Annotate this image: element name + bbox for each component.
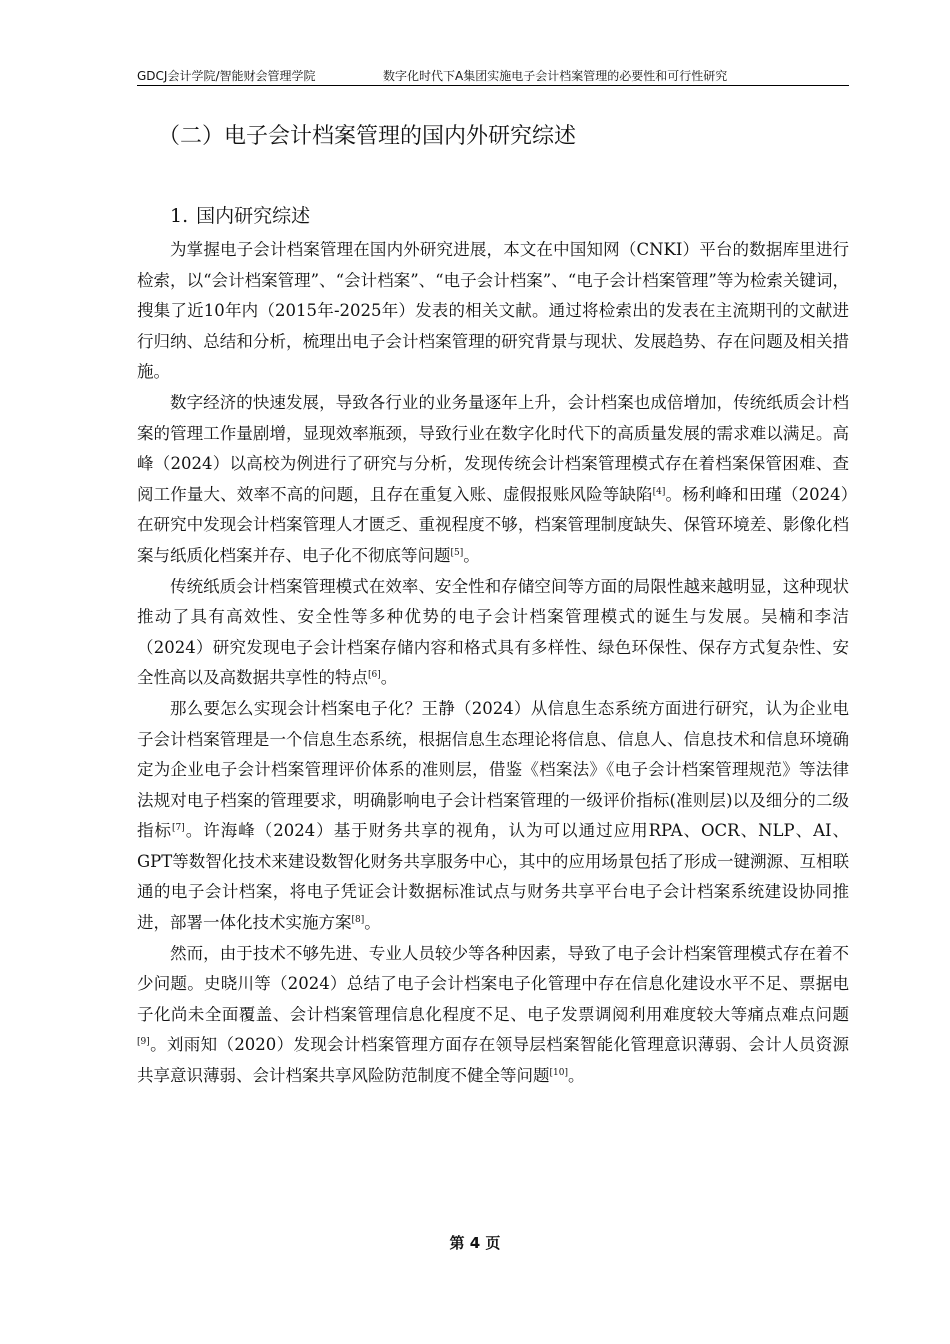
header-school: GDCJ会计学院/智能财会管理学院 [137,69,316,83]
citation-ref: [4] [652,486,666,497]
paragraph-4 [137,694,849,939]
citation-ref: [7] [172,823,185,834]
citation-ref: [10] [549,1068,568,1079]
paragraph-5 [137,939,849,1092]
citation-ref: [8] [351,915,365,926]
paragraph-text: 那么要怎么实现会计档案电子化？王静（2024）从信息生态系统方面进行研究，认为企业电子会计档案管理是一个信息生态系统，根据信息生态理论将信息、信息人、信息技术和信息环境确定为企业电子会计档案管理评价体系的准则层，借鉴《档案法》《电子会计档案管理规范》等法律法规对电子档案的管理要求，明确影响电子会计档案管理的一级评价指标(准则层)以及细分的二级指标 [137,698,849,841]
paragraph-2 [137,388,849,572]
paragraph-text: 。 [380,668,398,688]
page-number: 第 4 页 [449,1234,501,1252]
paragraph-text: 传统纸质会计档案管理模式在效率、安全性和存储空间等方面的局限性越来越明显，这种现状推动了具有高效性、安全性等多种优势的电子会计档案管理模式的诞生与发展。吴楠和李洁（2024）研究发现电子会计档案存储内容和格式具有多样性、绿色环保性、保存方式复杂性、安全性高以及高数据共享性的特点 [137,576,849,688]
subsection-number: 1. [170,205,189,227]
paragraph-text: 。杨利峰和田瑾（2024）在研究中发现会计档案管理人才匮乏、重视程度不够，档案管理制度缺失、保管环境差、影像化档案与纸质化档案并存、电子化不彻底等问题 [137,484,850,565]
subsection-label: 国内研究综述 [196,205,311,227]
paragraph-1 [137,235,849,388]
citation-ref: [9] [137,1037,150,1048]
body-text [137,235,849,1092]
paragraph-text: 。刘雨知（2020）发现会计档案管理方面存在领导层档案智能化管理意识薄弱、会计人员资源共享意识薄弱、会计档案共享风险防范制度不健全等问题 [137,1035,849,1086]
paragraph-text: 数字经济的快速发展，导致各行业的业务量逐年上升，会计档案也成倍增加，传统纸质会计档案的管理工作量剧增，显现效率瓶颈，导致行业在数字化时代下的高质量发展的需求难以满足。高峰（2024）以高校为例进行了研究与分析，发现传统会计档案管理模式存在着档案保管困难、查阅工作量大、效率不高的问题，且存在重复入账、虚假报账风险等缺陷 [137,392,849,504]
citation-ref: [5] [450,547,464,558]
page-header [137,69,849,86]
paragraph-text: 。 [567,1066,585,1086]
paragraph-text: 。 [463,545,480,565]
paragraph-3 [137,572,849,694]
citation-ref: [6] [368,670,381,681]
paragraph-text: 。 [364,913,381,933]
section-title: （二）电子会计档案管理的国内外研究综述 [158,124,577,149]
paragraph-text: 。许海峰（2024）基于财务共享的视角，认为可以通过应用RPA、OCR、NLP、AI、GPT等数智化技术来建设数智化财务共享服务中心，其中的应用场景包括了形成一键溯源、互相联通的电子会计档案，将电子凭证会计数据标准试点与财务共享平台电子会计档案系统建设协同推进，部署一体化技术实施方案 [137,821,849,933]
paragraph-text: 为掌握电子会计档案管理在国内外研究进展，本文在中国知网（CNKI）平台的数据库里进行检索，以“会计档案管理”、“会计档案”、“电子会计档案”、“电子会计档案管理”等为检索关键词，搜集了近10年内（2015年-2025年）发表的相关文献。通过将检索出的发表在主流期刊的文献进行归纳、总结和分析，梳理出电子会计档案管理的研究背景与现状、发展趋势、存在问题及相关措施。 [137,240,849,382]
header-thesis-title: 数字化时代下A集团实施电子会计档案管理的必要性和可行性研究 [383,69,728,83]
subsection-title [170,203,310,229]
paragraph-text: 然而，由于技术不够先进、专业人员较少等各种因素，导致了电子会计档案管理模式存在着不少问题。史晓川等（2024）总结了电子会计档案电子化管理中存在信息化建设水平不足、票据电子化尚未全面覆盖、会计档案管理信息化程度不足、电子发票调阅利用难度较大等痛点难点问题 [137,943,849,1024]
